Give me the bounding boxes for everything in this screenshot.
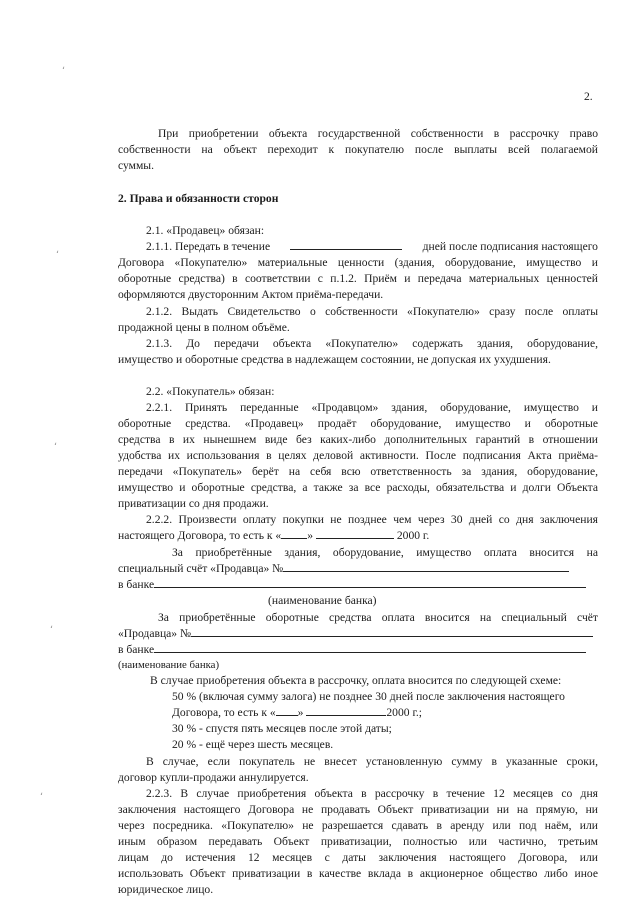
- bank-name-caption: (наименование банка): [268, 594, 377, 607]
- payment2-bank-label: в банке: [118, 643, 155, 656]
- clause-223-line: использовать Объект приватизации в качестве вклада в акционерное общество либо иное: [118, 867, 598, 880]
- page-number: 2.: [584, 90, 593, 103]
- clause-223-line: юридическое лицо.: [118, 883, 214, 896]
- clause-221-line: средства в их нынешнем виде без каких-либо дополнительных гарантий в отношении: [118, 433, 598, 446]
- installment-text: »: [297, 706, 304, 719]
- clause-222-line: [118, 528, 429, 544]
- payment1-bank-label: в банке: [118, 578, 155, 591]
- blank-bank: [154, 642, 586, 653]
- clause-213-line: 2.1.3. До передачи объекта «Покупателю» содержать здания, оборудование,: [146, 337, 598, 350]
- payment2-account-label: «Продавца» №: [118, 627, 192, 640]
- annul-line: В случае, если покупатель не внесет установленную сумму в указанные сроки,: [146, 755, 598, 768]
- scan-mark: ʻ: [62, 66, 66, 77]
- clause-221-line: приватизации со дня продажи.: [118, 497, 269, 510]
- intro-line: собственности на объект переходит к покупателю после выплаты всей полагаемой: [118, 143, 598, 156]
- clause-211-text: 2.1.1. Передать в течение: [146, 240, 271, 253]
- blank-day: [281, 528, 307, 539]
- payment1-account-label: специальный счёт «Продавца» №: [118, 562, 284, 575]
- blank-day: [276, 705, 298, 716]
- clause-223-line: иным образом передавать Объект приватизации, полностью или частично, третьим: [118, 835, 598, 848]
- blank-days: [290, 239, 402, 250]
- payment1-bank-line: [118, 577, 586, 593]
- clause-222-line: 2.2.2. Произвести оплату покупки не позднее чем через 30 дней со дня заключения: [146, 513, 598, 526]
- installment-text: Договора, то есть к «: [172, 706, 276, 719]
- clause-222-text: 2000 г.: [396, 529, 430, 542]
- clause-221-line: 2.2.1. Принять переданные «Продавцом» здания, оборудование, имущество и: [146, 401, 598, 414]
- intro-line: При приобретении объекта государственной собственности в рассрочку право: [158, 127, 598, 140]
- blank-bank: [154, 577, 586, 588]
- subsection-title: 2.2. «Покупатель» обязан:: [146, 385, 275, 398]
- installment-line: 50 % (включая сумму залога) не позднее 30 дней после заключения настоящего: [172, 690, 565, 703]
- clause-221-line: передачи «Покупатель» берёт на себя всю ответственность за здания, оборудование,: [118, 465, 598, 478]
- clause-223-line: заключения настоящего Договора не продавать Объект приватизации ни на прямую, ни: [118, 803, 598, 816]
- clause-211-line: оформляются двусторонним Актом приёма-передачи.: [118, 288, 384, 301]
- clause-223-line: лицам до истечения 12 месяцев с даты заключения настоящего Договора, или: [118, 851, 598, 864]
- clause-213-line: имущество и оборотные средства в надлежащем состоянии, не допуская их ухудшения.: [118, 353, 551, 366]
- payment2-line: За приобретённые оборотные средства оплата вносится на специальный счёт: [158, 611, 598, 624]
- installment-text: 2000 г.;: [386, 706, 423, 719]
- clause-223-line: через посредника. «Покупателю» не разрешается сдавать в аренду или под наём, или: [118, 819, 598, 832]
- installment-line: 30 % - спустя пять месяцев после этой даты;: [172, 722, 392, 735]
- installment-line: В случае приобретения объекта в рассрочку, оплата вносится по следующей схеме:: [150, 674, 562, 687]
- scan-mark: ʻ: [50, 625, 54, 636]
- clause-211-line: Договора «Покупателю» материальные ценности (здания, оборудование, имущество и: [118, 256, 598, 269]
- scan-mark: ʻ: [54, 442, 58, 453]
- clause-221-line: оборотные средства. «Продавец» продаёт оборудование, имущество и оборотные: [118, 417, 598, 430]
- installment-line: 20 % - ещё через шесть месяцев.: [172, 738, 334, 751]
- payment2-bank-line: [118, 642, 586, 658]
- clause-211-text: дней после подписания настоящего: [422, 240, 598, 253]
- payment1-line: За приобретённые здания, оборудование, имущество оплата вносится на: [172, 546, 598, 559]
- clause-211-line: оборотные средства) в соответствии с п.1.2. Приём и передача материальных ценностей: [118, 272, 598, 285]
- clause-221-line: имущество и оборотные средства, а также за все расходы, обязательства и долги Объекта: [118, 481, 598, 494]
- annul-line: договор купли-продажи аннулируется.: [118, 771, 309, 784]
- clause-222-text: »: [307, 529, 314, 542]
- intro-line: суммы.: [118, 159, 154, 172]
- clause-212-line: продажной цены в полном объёме.: [118, 321, 290, 334]
- blank-month: [306, 705, 386, 716]
- bank-name-caption: (наименование банка): [118, 659, 220, 671]
- payment1-account-line: [118, 561, 569, 577]
- blank-account: [283, 561, 569, 572]
- clause-212-line: 2.1.2. Выдать Свидетельство о собственности «Покупателю» сразу после оплаты: [146, 305, 598, 318]
- blank-month: [316, 528, 394, 539]
- scan-mark: ʻ: [40, 792, 44, 803]
- clause-222-text: настоящего Договора, то есть к «: [118, 529, 282, 542]
- subsection-title: 2.1. «Продавец» обязан:: [146, 224, 265, 237]
- installment-date-line: [172, 705, 422, 721]
- clause-221-line: удобства их использования в целях деловой активности. После подписания Акта приёма-: [118, 449, 598, 462]
- clause-223-line: 2.2.3. В случае приобретения объекта в рассрочку в течение 12 месяцев со дня: [146, 787, 598, 800]
- blank-account: [191, 626, 593, 637]
- payment2-account-line: [118, 626, 593, 642]
- scan-mark: ʻ: [56, 250, 60, 261]
- clause-211-line: [146, 239, 598, 255]
- section-title: 2. Права и обязанности сторон: [118, 192, 279, 205]
